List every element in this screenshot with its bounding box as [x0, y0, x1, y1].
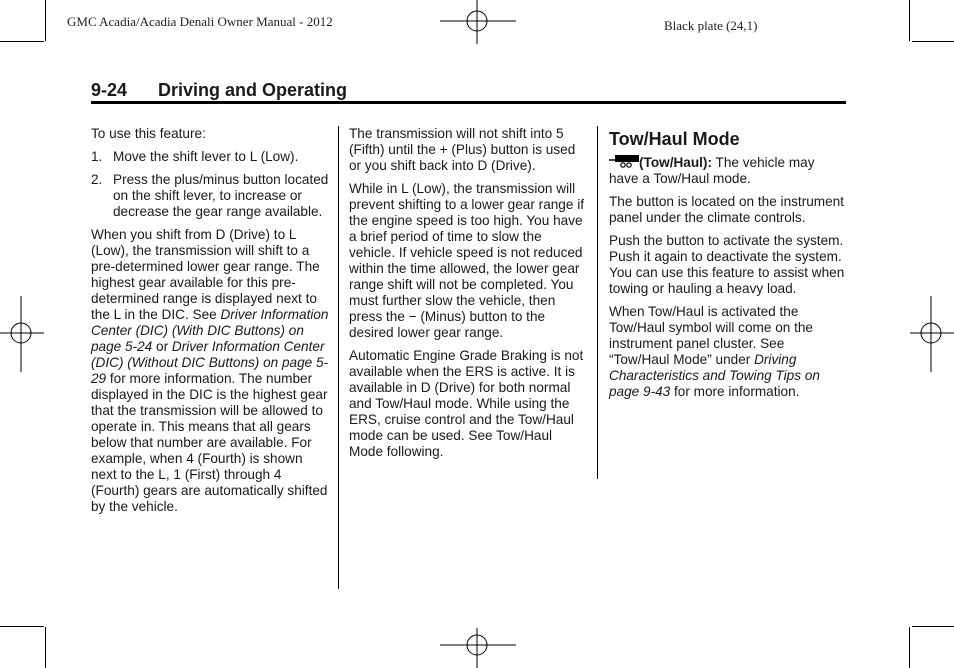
- body-text: When you shift from D (Drive) to L (Low), the transmission will shift to a pre-determined lower gear range. The highest gear available for this pre-determined range is displayed next to the L in the DIC. See: [91, 227, 320, 322]
- column-2: [349, 126, 589, 467]
- registration-mark-bottom: [440, 626, 516, 668]
- crop-mark: [909, 627, 910, 668]
- body-paragraph: [609, 155, 847, 187]
- body-paragraph: While in L (Low), the transmission will prevent shifting to a lower gear range if the engine speed is too high. You have a brief period of time to slow the vehicle. If vehicle speed is not reduced within the time allowed, the lower gear range shift will not be completed. You must further slow the vehicle, then press the − (Minus) button to the desired lower gear range.: [349, 181, 585, 340]
- crop-mark: [912, 626, 954, 627]
- registration-mark-left: [0, 296, 44, 372]
- tow-haul-label: (Tow/Haul):: [639, 155, 712, 170]
- column-3: [609, 126, 847, 407]
- column-divider: [338, 126, 339, 589]
- column-1: [91, 126, 329, 522]
- list-text: Move the shift lever to L (Low).: [113, 149, 299, 164]
- list-item: [91, 149, 329, 165]
- manual-title: GMC Acadia/Acadia Denali Owner Manual - 2012: [67, 14, 333, 29]
- list-text: Press the plus/minus button located on the shift lever, to increase or decrease the gear range available.: [113, 172, 329, 219]
- body-text: When Tow/Haul is activated the Tow/Haul symbol will come on the instrument panel cluster. See “Tow/Haul Mode” under: [609, 304, 813, 367]
- crop-mark: [912, 41, 954, 42]
- column-divider: [597, 126, 598, 479]
- body-paragraph: [91, 227, 329, 515]
- plate-label: Black plate (24,1): [664, 18, 758, 33]
- subsection-heading: Tow/Haul Mode: [609, 129, 740, 149]
- body-paragraph: Automatic Engine Grade Braking is not available when the ERS is active. It is available in D (Drive) for both normal and Tow/Haul mode. While using the ERS, cruise control and the Tow/Haul mode can be used. See Tow/Haul Mode following.: [349, 348, 584, 459]
- page-number: 9-24: [91, 80, 128, 100]
- body-text: for more information.: [670, 384, 800, 399]
- crop-mark: [45, 0, 46, 41]
- registration-mark-top: [440, 0, 516, 48]
- cross-reference-link[interactable]: Driving Characteristics and Towing Tips on page 9-43: [609, 352, 820, 399]
- body-paragraph: Push the button to activate the system. Push it again to deactivate the system. You can use this feature to assist when towing or hauling a heavy load.: [609, 233, 845, 296]
- body-text: for more information. The number displayed in the DIC is the highest gear that the transmission will be allowed to operate in. This means that all gears below that number are available. For example, when 4 (Fourth) is shown next to the L, 1 (First) through 4 (Fourth) gears are automatically shifted by the vehicle.: [91, 371, 328, 514]
- body-paragraph: The transmission will not shift into 5 (Fifth) until the + (Plus) button is used or you shift back into D (Drive).: [349, 126, 576, 173]
- list-number: 2.: [91, 172, 103, 187]
- cross-reference-link[interactable]: Driver Information Center (DIC) (Without DIC Buttons) on page 5-29: [91, 339, 329, 386]
- intro-text: To use this feature:: [91, 126, 206, 141]
- crop-mark: [0, 626, 44, 627]
- crop-mark: [0, 41, 44, 42]
- body-paragraph: [609, 304, 847, 400]
- body-paragraph: The button is located on the instrument panel under the climate controls.: [609, 194, 845, 225]
- crop-mark: [909, 0, 910, 41]
- crop-mark: [45, 627, 46, 668]
- body-text: or: [152, 339, 172, 354]
- section-title: Driving and Operating: [158, 80, 348, 100]
- cross-reference-link[interactable]: Driver Information Center (DIC) (With DIC Buttons) on page 5-24: [91, 307, 329, 354]
- list-number: 1.: [91, 149, 103, 164]
- body-text: The vehicle may have a Tow/Haul mode.: [609, 155, 815, 186]
- tow-haul-icon: [609, 155, 639, 169]
- registration-mark-right: [910, 296, 954, 372]
- list-item: [91, 172, 329, 220]
- section-rule: [91, 101, 846, 104]
